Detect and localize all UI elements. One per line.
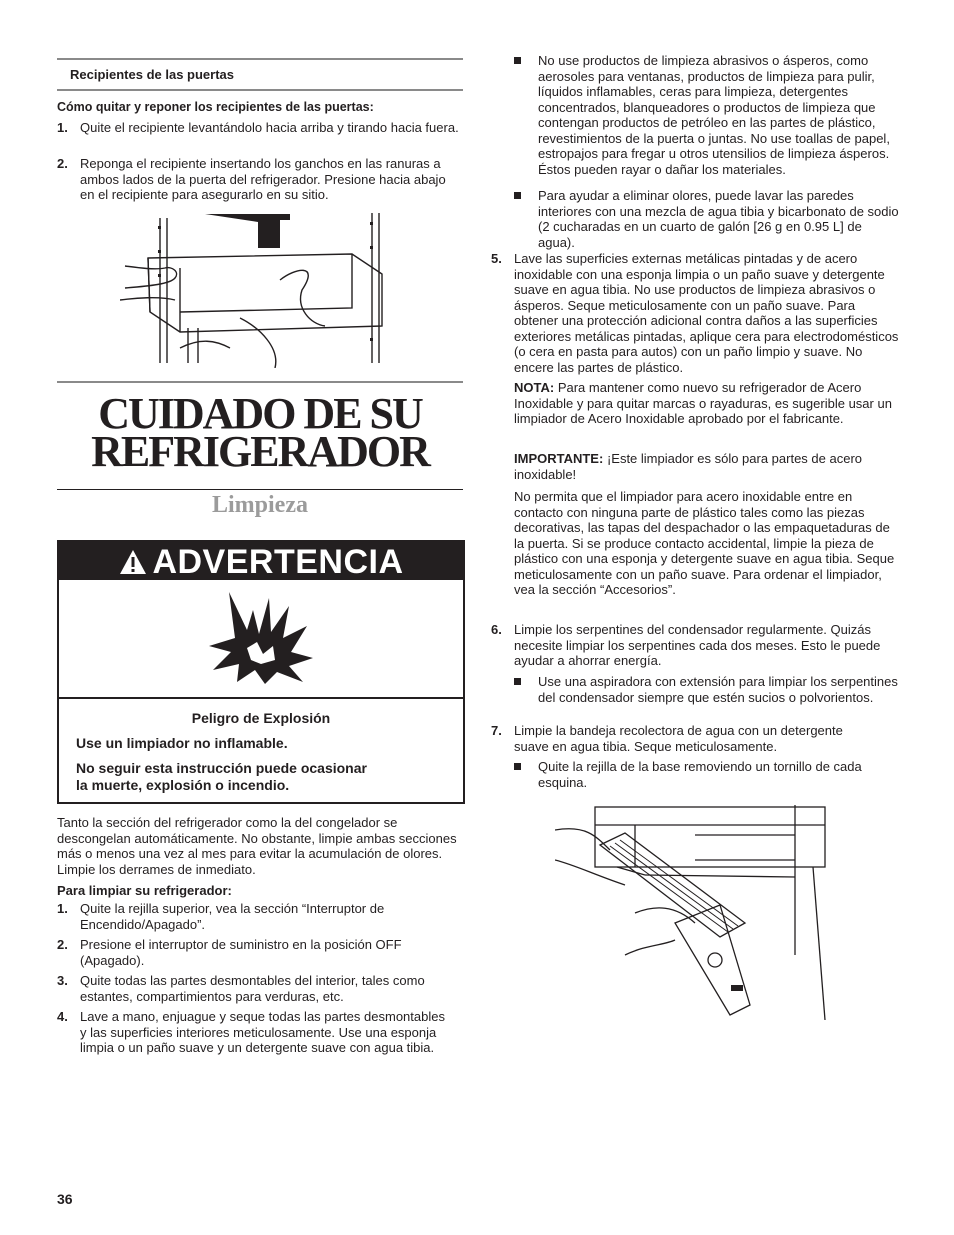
step-text: Limpie la bandeja recolectora de agua con un detergente suave en agua tibia. Seque meticulosamente.	[514, 723, 843, 754]
top-rule	[57, 58, 463, 60]
warning-divider	[59, 697, 463, 699]
page-title-line-2: REFRIGERADOR	[91, 427, 429, 476]
nota-text: Para mantener como nuevo su refrigerador de Acero Inoxidable y para quitar marcas o rayaduras, es sugerible usar un limpiador de Acero Inoxidable aprobado por el fabricante.	[514, 380, 892, 426]
step-text: Presione el interruptor de suministro en la posición OFF (Apagado).	[80, 937, 402, 968]
step-number: 1.	[57, 120, 68, 135]
bullet-square-icon	[514, 763, 521, 770]
title-rule	[57, 381, 463, 383]
step-text: Limpie los serpentines del condensador regularmente. Quizás necesite limpiar los serpentines cada dos meses. Esto le puede ayudar a ahorrar energía.	[514, 622, 881, 668]
warning-line-2a: No seguir esta instrucción puede ocasionar	[76, 760, 367, 776]
subtitle-rule	[57, 489, 463, 490]
step-text: Quite la rejilla superior, vea la sección “Interruptor de Encendido/Apagado”.	[80, 901, 385, 932]
bullet-square-icon	[514, 678, 521, 685]
warning-line-2	[76, 760, 367, 794]
bullet-text: Para ayudar a eliminar olores, puede lavar las paredes interiores con una mezcla de agua tibia y bicarbonato de sodio (2 cucharadas en un cuarto de galón [26 g en 0.95 L] de agua).	[538, 188, 899, 250]
step-number: 7.	[491, 723, 502, 738]
step-number: 2.	[57, 156, 68, 171]
bullet-square-icon	[514, 192, 521, 199]
bullet-text: Use una aspiradora con extensión para limpiar los serpentines del condensador siempre que estén sucios o polvorientos.	[538, 674, 898, 705]
bullet-abrasivos	[514, 53, 899, 181]
nota-label: NOTA:	[514, 380, 555, 395]
step-7	[491, 723, 901, 755]
page-number: 36	[57, 1191, 73, 1207]
step-number: 2.	[57, 937, 68, 952]
bullet-olores	[514, 188, 899, 252]
section-heading: Recipientes de las puertas	[70, 67, 235, 82]
importante-label: IMPORTANTE:	[514, 451, 604, 466]
step-text: Lave a mano, enjuague y seque todas las partes desmontables y las superficies interiores meticulosamente. Use una esponja limpia o un paño suave y un detergente suave con agua tibia.	[80, 1009, 445, 1055]
bullet-aspiradora	[514, 674, 899, 722]
step-number: 1.	[57, 901, 68, 916]
intro-paragraph: Tanto la sección del refrigerador como la del congelador se descongelan automáticamente. No obstante, limpie ambas secciones más o menos una vez al mes para evitar la acumulación de olores. Limpie los derrames de inmediato.	[57, 815, 457, 877]
step-6	[491, 622, 901, 670]
bullet-rejilla	[514, 759, 899, 791]
bullet-text: Quite la rejilla de la base removiendo un tornillo de cada esquina.	[538, 759, 862, 790]
step-number: 3.	[57, 973, 68, 988]
subtitle-limpieza: Limpieza	[212, 492, 308, 518]
warning-header	[59, 542, 463, 580]
warning-line-2b: la muerte, explosión o incendio.	[76, 777, 290, 793]
importante-paragraph	[514, 451, 899, 482]
remove-heading: Cómo quitar y reponer los recipientes de las puertas:	[57, 100, 374, 114]
step-text: Reponga el recipiente insertando los ganchos en las ranuras a ambos lados de la puerta del refrigerador. Presione hacia abajo en el recipiente para asegurarlo en su sitio.	[80, 156, 446, 202]
clean-step-1	[57, 901, 463, 933]
remove-step-1	[57, 120, 463, 152]
clean-step-4	[57, 1009, 463, 1073]
clean-heading: Para limpiar su refrigerador:	[57, 883, 232, 898]
page-title-line-1: CUIDADO DE SU	[98, 389, 422, 438]
warning-box	[57, 540, 465, 804]
remove-step-2	[57, 156, 463, 204]
step-text: Lave las superficies externas metálicas pintadas y de acero inoxidable con una esponja limpia o un paño suave y detergente suave en agua tibia. No use productos de limpieza abrasivos o ásperos. Seque meticulosamente con un paño suave. Para obtener una protección adicional contra daños a las superficies exteriores metálicas pintadas, aplique cera para electrodomésticos (o cera en pasta para autos) con un paño limpio y suave. No encere las partes de plástico.	[514, 251, 899, 375]
clean-step-3	[57, 973, 463, 1005]
base-grille-illustration	[555, 805, 835, 1025]
nota-paragraph	[514, 380, 899, 427]
hazard-title: Peligro de Explosión	[191, 710, 331, 726]
warning-line-1: Use un limpiador no inflamable.	[76, 735, 288, 751]
step-text: Quite todas las partes desmontables del interior, tales como estantes, compartimientos para verduras, etc.	[80, 973, 425, 1004]
bullet-text: No use productos de limpieza abrasivos o ásperos, como aerosoles para ventanas, productos de limpieza para pulir, líquidos inflamables, ceras para limpieza, detergentes concentrados, blanqueadores o productos de limpieza que contengan productos de petróleo en las partes de plástico, revestimientos de la puerta o juntas. No use toallas de papel, estropajos para fregar u otros utensilios de limpieza ásperos. Éstos pueden rayar o dañar los materiales.	[538, 53, 890, 177]
step-number: 5.	[491, 251, 502, 266]
warning-title: ADVERTENCIA	[152, 543, 404, 581]
step-number: 4.	[57, 1009, 68, 1024]
step-number: 6.	[491, 622, 502, 637]
step-5	[491, 251, 901, 379]
no-permita-paragraph: No permita que el limpiador para acero inoxidable entre en contacto con ninguna parte de plástico tales como las piezas decorativas, las tapas del despachador o las empaquetaduras de la puerta. Si se produce contacto accidental, limpie la pieza de plástico con una esponja y detergente suave en agua tibia. Seque meticulosamente con un paño suave. Para ordenar el limpiador, vea la sección “Accesorios”.	[514, 489, 895, 597]
warning-triangle-icon	[118, 548, 148, 576]
step-text: Quite el recipiente levantándolo hacia arriba y tirando hacia fuera.	[80, 120, 459, 135]
importante-text: ¡Este limpiador es sólo para partes de acero inoxidable!	[514, 451, 863, 482]
clean-step-2	[57, 937, 463, 969]
door-bin-illustration	[120, 208, 400, 368]
bullet-square-icon	[514, 57, 521, 64]
explosion-icon	[207, 588, 317, 684]
section-rule	[57, 89, 463, 91]
